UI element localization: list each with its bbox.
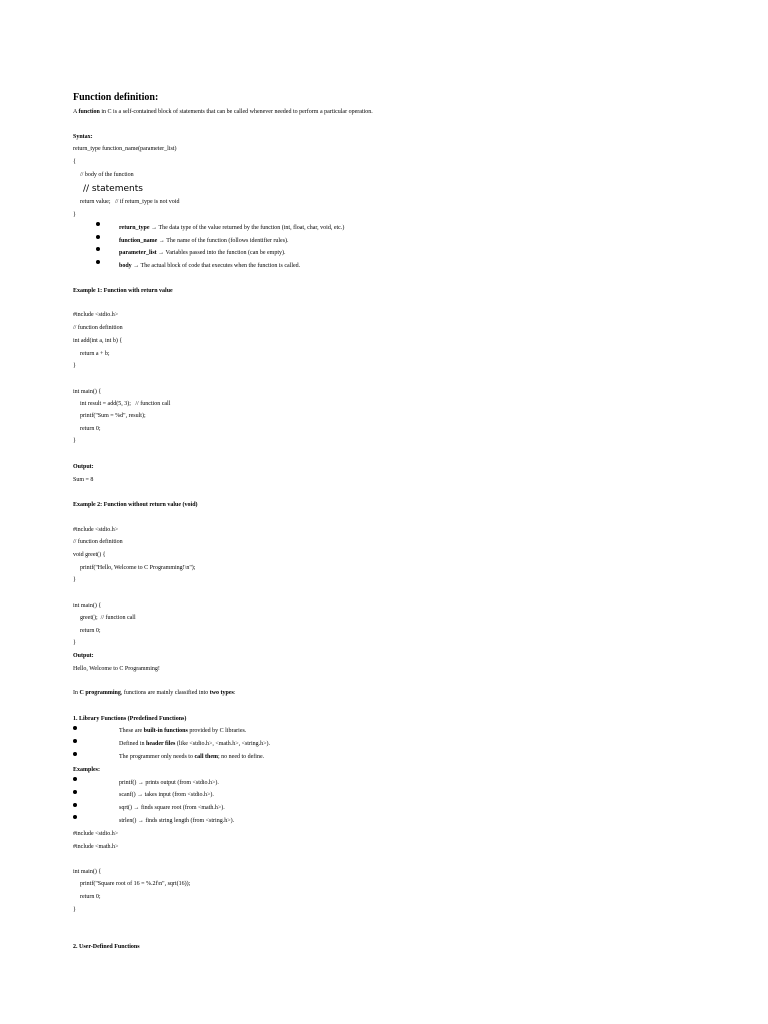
code-line: } (73, 907, 76, 913)
syntax-item: parameter_list → Variables passed into the function (can be empty). (119, 250, 286, 256)
code-line: } (73, 577, 76, 583)
library-example: strlen() → finds string length (from <string.h>). (119, 818, 235, 824)
code-line: return a + b; (80, 351, 110, 357)
code-line: #include <stdio.h> (73, 527, 119, 533)
code-line: #include <math.h> (73, 844, 119, 850)
library-point: Defined in header files (like <stdio.h>, <math.h>, <string.h>). (119, 741, 271, 747)
syntax-line: // body of the function (80, 172, 134, 178)
code-line: greet(); // function call (80, 615, 136, 621)
examples-label: Examples: (73, 767, 100, 773)
bullet-icon (73, 726, 77, 730)
intro-paragraph: A function in C is a self-contained block of statements that can be called whenever needed to perform a particular operation. (73, 109, 373, 115)
code-line: int main() { (73, 389, 102, 395)
bullet-icon (73, 815, 77, 819)
library-example: sqrt() → finds square root (from <math.h>). (119, 805, 225, 811)
bullet-icon (96, 235, 100, 239)
code-line: // function definition (73, 325, 123, 331)
syntax-line: return_type function_name(parameter_list) (73, 146, 177, 152)
bullet-icon (73, 790, 77, 794)
example-title: Example 1: Function with return value (73, 288, 173, 294)
bullet-icon (73, 777, 77, 781)
syntax-item: function_name → The name of the function (follows identifier rules). (119, 238, 289, 244)
syntax-line: return value; // if return_type is not void (80, 199, 180, 205)
user-defined-title: 2. User-Defined Functions (73, 944, 140, 950)
output-text: Hello, Welcome to C Programming! (73, 666, 160, 672)
section-heading: Function definition: (73, 92, 159, 103)
example-title: Example 2: Function without return value (void) (73, 502, 198, 508)
bullet-icon (96, 222, 100, 226)
output-text: Sum = 8 (73, 477, 94, 483)
library-point: The programmer only needs to call them; no need to define. (119, 754, 265, 760)
bullet-icon (96, 260, 100, 264)
code-line: int main() { (73, 603, 102, 609)
code-line: return 0; (80, 628, 101, 634)
bullet-icon (73, 803, 77, 807)
syntax-item: return_type → The data type of the value returned by the function (int, float, char, void, etc.) (119, 225, 345, 231)
output-label: Output: (73, 464, 94, 470)
code-line: printf("Hello, Welcome to C Programming!\n"); (80, 565, 196, 571)
syntax-item: body → The actual block of code that executes when the function is called. (119, 263, 301, 269)
syntax-label: Syntax: (73, 134, 93, 140)
code-line: printf("Square root of 16 = %.2f\n", sqrt(16)); (80, 881, 191, 887)
classification-text: In C programming, functions are mainly classified into two types: (73, 690, 236, 696)
code-line: } (73, 438, 76, 444)
code-line: #include <stdio.h> (73, 831, 119, 837)
bullet-icon (96, 247, 100, 251)
output-label: Output: (73, 653, 94, 659)
code-line: } (73, 363, 76, 369)
library-example: printf() → prints output (from <stdio.h>). (119, 780, 219, 786)
code-line: void greet() { (73, 552, 106, 558)
code-line: printf("Sum = %d", result); (80, 413, 146, 419)
code-line: int result = add(5, 3); // function call (80, 401, 171, 407)
code-line: int add(int a, int b) { (73, 338, 123, 344)
code-line: // function definition (73, 539, 123, 545)
syntax-line: { (73, 159, 76, 165)
code-line: return 0; (80, 426, 101, 432)
code-line: int main() { (73, 869, 102, 875)
bullet-icon (73, 752, 77, 756)
code-line: return 0; (80, 894, 101, 900)
statements-comment: // statements (83, 184, 143, 194)
syntax-line: } (73, 212, 76, 218)
library-point: These are built-in functions provided by C libraries. (119, 728, 247, 734)
library-title: 1. Library Functions (Predefined Functions) (73, 716, 187, 722)
code-line: } (73, 640, 76, 646)
bullet-icon (73, 739, 77, 743)
code-line: #include <stdio.h> (73, 312, 119, 318)
library-example: scanf() → takes input (from <stdio.h>). (119, 792, 214, 798)
